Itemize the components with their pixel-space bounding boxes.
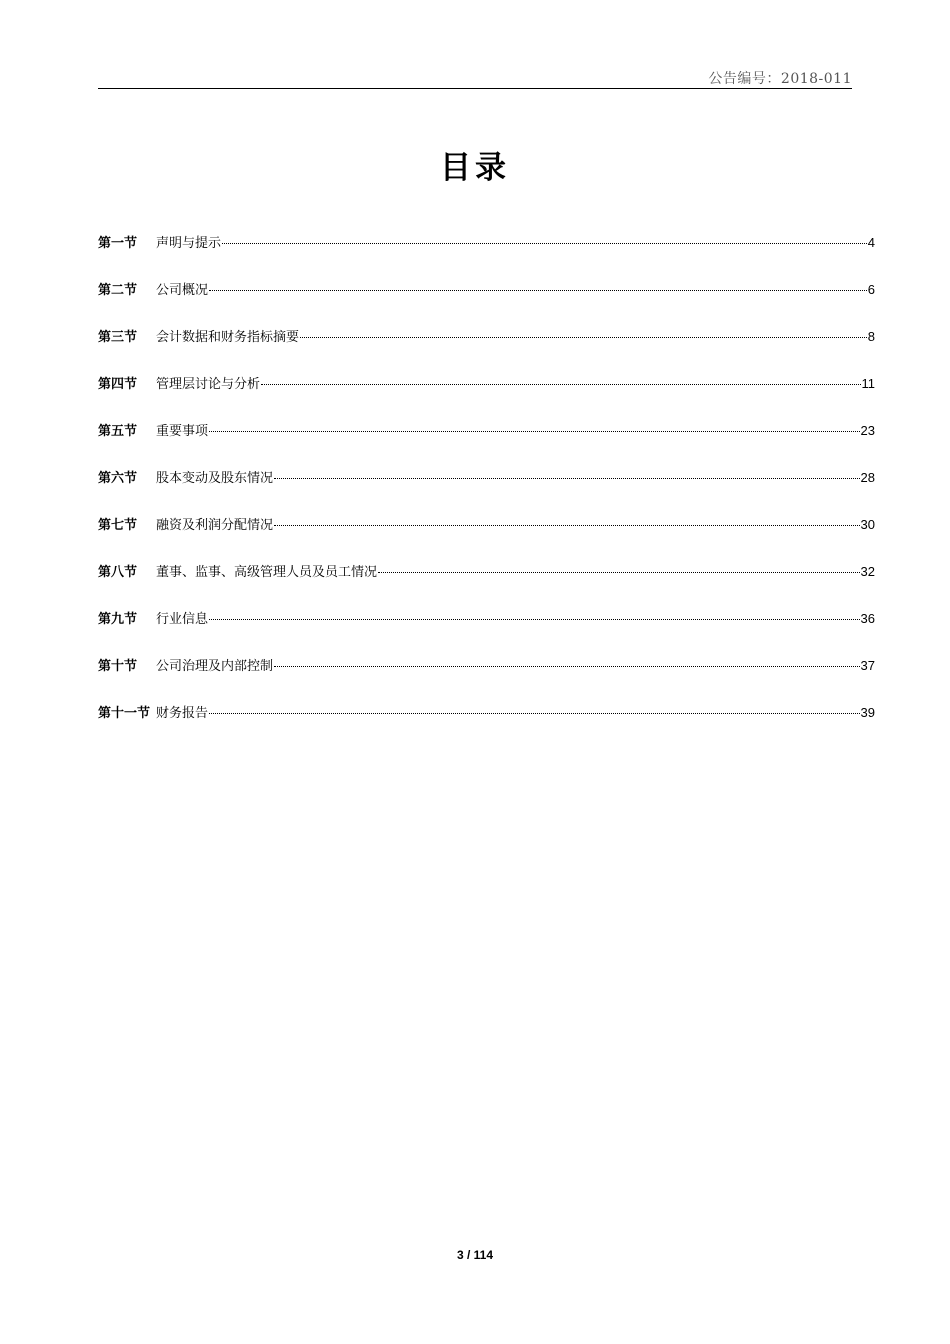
toc-leader-dots <box>274 666 860 667</box>
toc-entry-9[interactable] <box>98 608 875 655</box>
page-title: 目录 <box>440 150 510 186</box>
toc-section-title: 股本变动及股东情况 <box>156 471 274 486</box>
page-indicator: 3 / 114 <box>456 1248 494 1262</box>
toc-section-title: 管理层讨论与分析 <box>156 377 261 392</box>
toc-section-title: 融资及利润分配情况 <box>156 518 274 533</box>
toc-section-label: 第六节 <box>98 471 138 486</box>
toc-section-title: 公司概况 <box>156 283 209 298</box>
toc-section-label: 第九节 <box>98 612 138 627</box>
toc-entry-6[interactable] <box>98 467 875 514</box>
toc-leader-dots <box>300 337 867 338</box>
toc-entry-10[interactable] <box>98 655 875 702</box>
toc-page-number: 39 <box>860 705 875 720</box>
toc-section-label: 第二节 <box>98 283 138 298</box>
toc-page-number: 8 <box>867 329 875 344</box>
toc-leader-dots <box>261 384 860 385</box>
toc-entry-11[interactable] <box>98 702 875 749</box>
toc-leader-dots <box>209 713 860 714</box>
toc-section-label: 第三节 <box>98 330 138 345</box>
toc-section-label: 第四节 <box>98 377 138 392</box>
toc-leader-dots <box>274 478 860 479</box>
toc-page-number: 28 <box>860 470 875 485</box>
toc-section-title: 财务报告 <box>156 706 209 721</box>
toc-entry-4[interactable] <box>98 373 875 420</box>
toc-page-number: 23 <box>860 423 875 438</box>
toc-entry-5[interactable] <box>98 420 875 467</box>
toc-section-label: 第七节 <box>98 518 138 533</box>
toc-page-number: 32 <box>860 564 875 579</box>
toc-section-label: 第五节 <box>98 424 138 439</box>
toc-entry-8[interactable] <box>98 561 875 608</box>
toc-page-number: 11 <box>861 376 875 391</box>
toc-page-number: 30 <box>860 517 875 532</box>
toc-section-title: 公司治理及内部控制 <box>156 659 274 674</box>
toc-leader-dots <box>274 525 860 526</box>
toc-section-label: 第八节 <box>98 565 138 580</box>
table-of-contents <box>98 232 875 749</box>
toc-entry-2[interactable] <box>98 279 875 326</box>
toc-leader-dots <box>209 431 860 432</box>
toc-section-title: 声明与提示 <box>156 236 222 251</box>
notice-number: 公告编号：2018-011 <box>708 71 852 87</box>
toc-section-label: 第一节 <box>98 236 138 251</box>
toc-section-title: 行业信息 <box>156 612 209 627</box>
toc-leader-dots <box>209 619 860 620</box>
toc-section-label: 第十一节 <box>98 706 151 721</box>
toc-entry-3[interactable] <box>98 326 875 373</box>
header-divider <box>98 88 852 89</box>
toc-page-number: 4 <box>867 235 875 250</box>
toc-leader-dots <box>378 572 860 573</box>
toc-leader-dots <box>222 243 867 244</box>
toc-entry-7[interactable] <box>98 514 875 561</box>
toc-section-title: 会计数据和财务指标摘要 <box>156 330 300 345</box>
toc-page-number: 37 <box>860 658 875 673</box>
toc-page-number: 36 <box>860 611 875 626</box>
toc-page-number: 6 <box>867 282 875 297</box>
toc-entry-1[interactable] <box>98 232 875 279</box>
toc-section-label: 第十节 <box>98 659 138 674</box>
toc-section-title: 重要事项 <box>156 424 209 439</box>
toc-section-title: 董事、监事、高级管理人员及员工情况 <box>156 565 378 580</box>
toc-leader-dots <box>209 290 867 291</box>
